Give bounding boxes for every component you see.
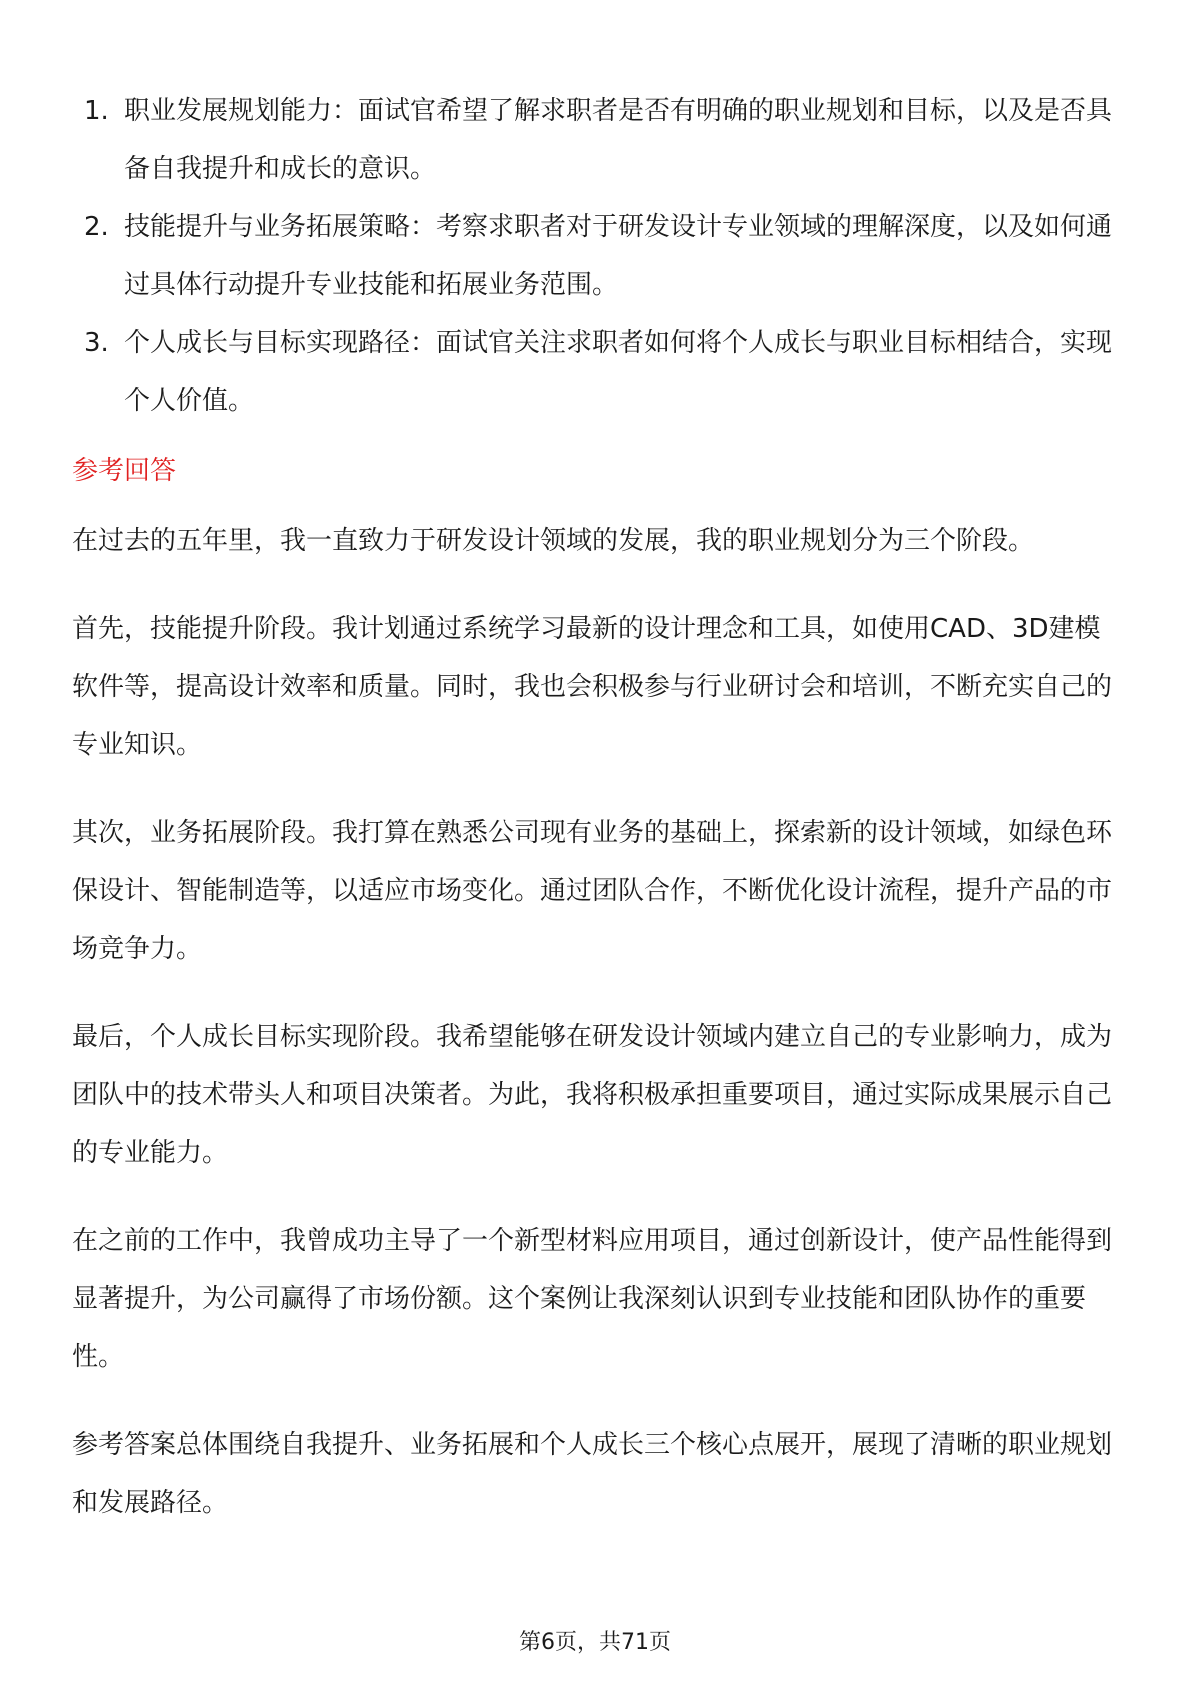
- paragraph: 其次，业务拓展阶段。我打算在熟悉公司现有业务的基础上，探索新的设计领域，如绿色环保设计、智能制造等，以适应市场变化。通过团队合作，不断优化设计流程，提升产品的市场竞争力。: [72, 818, 1113, 964]
- paragraph: 参考答案总体围绕自我提升、业务拓展和个人成长三个核心点展开，展现了清晰的职业规划和发展路径。: [72, 1430, 1113, 1518]
- list-item-text: 个人成长与目标实现路径：面试官关注求职者如何将个人成长与职业目标相结合，实现个人价值。: [124, 328, 1113, 416]
- paragraph: 在过去的五年里，我一直致力于研发设计领域的发展，我的职业规划分为三个阶段。: [72, 526, 1035, 556]
- document-body: [72, 82, 1122, 1562]
- paragraph: 在之前的工作中，我曾成功主导了一个新型材料应用项目，通过创新设计，使产品性能得到显著提升，为公司赢得了市场份额。这个案例让我深刻认识到专业技能和团队协作的重要性。: [72, 1226, 1113, 1372]
- list-item: [72, 314, 1122, 430]
- list-number: 1.: [84, 96, 109, 126]
- list-item: [72, 82, 1122, 198]
- list-item-text: 职业发展规划能力：面试官希望了解求职者是否有明确的职业规划和目标，以及是否具备自我提升和成长的意识。: [124, 96, 1113, 184]
- paragraph: 最后，个人成长目标实现阶段。我希望能够在研发设计领域内建立自己的专业影响力，成为团队中的技术带头人和项目决策者。为此，我将积极承担重要项目，通过实际成果展示自己的专业能力。: [72, 1022, 1113, 1168]
- list-number: 3.: [84, 328, 109, 358]
- list-item-text: 技能提升与业务拓展策略：考察求职者对于研发设计专业领域的理解深度，以及如何通过具体行动提升专业技能和拓展业务范围。: [124, 212, 1113, 300]
- page-number-footer: 第6页，共71页: [519, 1630, 671, 1655]
- paragraph: 首先，技能提升阶段。我计划通过系统学习最新的设计理念和工具，如使用CAD、3D建模软件等，提高设计效率和质量。同时，我也会积极参与行业研讨会和培训，不断充实自己的专业知识。: [72, 614, 1113, 760]
- question-points-list: [72, 82, 1122, 430]
- list-number: 2.: [84, 212, 109, 242]
- list-item: [72, 198, 1122, 314]
- reference-answer-heading: 参考回答: [72, 456, 177, 486]
